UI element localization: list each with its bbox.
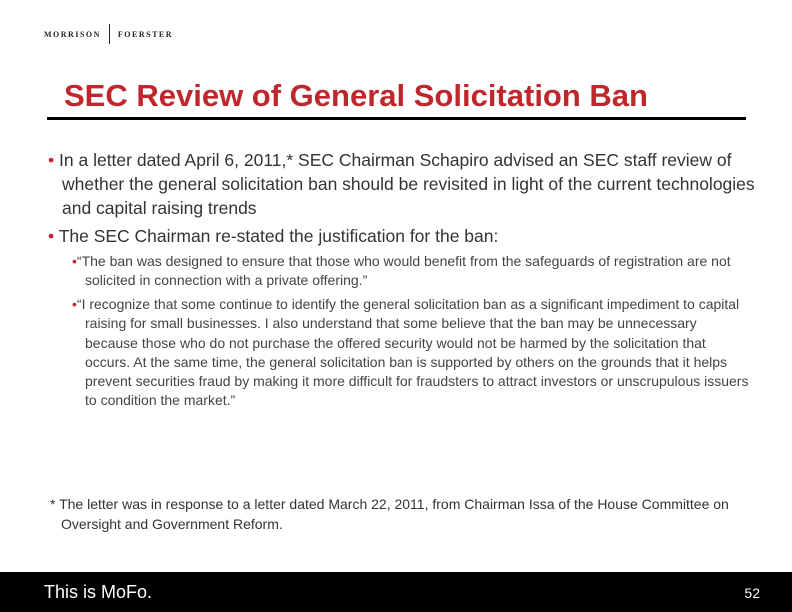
firm-logo [44, 24, 173, 44]
footer-tagline: This is MoFo. [44, 582, 153, 602]
sub-bullet-2: •“I recognize that some continue to identify the general solicitation ban as a significant impediment to capital raising for small businesses. I also understand that some believe that the ban may be unnecessary because those who do not purchase the offered security would not be harmed by the solicitation that occurs. At the same time, the general solicitation ban is supported by others on the grounds that it helps prevent securities fraud by making it more difficult for fraudsters to attract investors or unscrupulous issuers to condition the market.” [72, 296, 749, 409]
logo-left: MORRISON [44, 29, 101, 39]
logo-right: FOERSTER [117, 29, 174, 39]
footnote: * The letter was in response to a letter dated March 22, 2011, from Chairman Issa of the House Committee on Oversight and Government Reform. [50, 496, 729, 532]
bullet-1: • In a letter dated April 6, 2011,* SEC Chairman Schapiro advised an SEC staff review of whether the general solicitation ban should be revisited in light of the current technologies and capital raising trends [48, 150, 755, 218]
logo-divider [109, 24, 110, 44]
bullet-2: • The SEC Chairman re-stated the justification for the ban: [48, 226, 499, 246]
title-rule [47, 117, 746, 120]
slide-title: SEC Review of General Solicitation Ban [64, 78, 648, 113]
bullet-text: The SEC Chairman re-stated the justification for the ban: [58, 226, 499, 246]
sub-bullet-1: •“The ban was designed to ensure that those who would benefit from the safeguards of registration are not solicited in connection with a private offering.” [72, 253, 731, 289]
quote-text: “The ban was designed to ensure that those who would benefit from the safeguards of registration are not solicited in connection with a private offering.” [76, 253, 731, 289]
quote-text: “I recognize that some continue to identify the general solicitation ban as a significant impediment to capital raising for small businesses. I also understand that some believe that the ban may be unnecessary because those who do not purchase the offered security would not be harmed by the solicitation that occurs. At the same time, the general solicitation ban is supported by others on the grounds that it helps prevent securities fraud by making it more difficult for fraudsters to attract investors or unscrupulous issuers to condition the market.” [76, 296, 749, 409]
page-number: 52 [744, 585, 760, 601]
bullet-text: In a letter dated April 6, 2011,* SEC Chairman Schapiro advised an SEC staff review of whether the general solicitation ban should be revisited in light of the current technologies and capital raising trends [59, 150, 755, 218]
